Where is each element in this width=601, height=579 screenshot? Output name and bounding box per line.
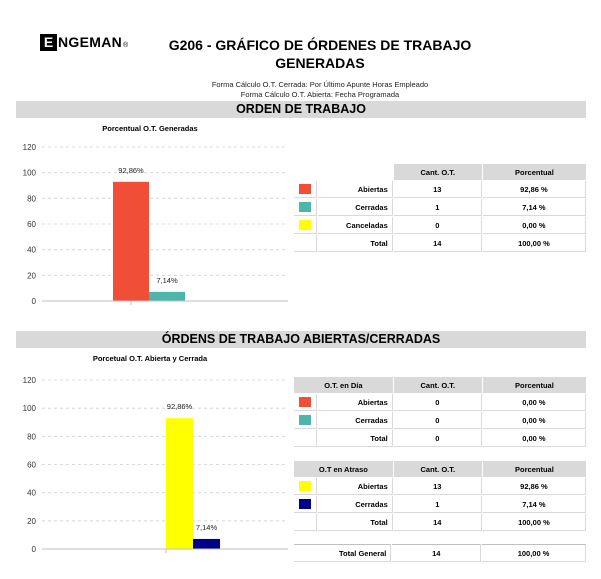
row-label: Abiertas xyxy=(318,181,393,198)
table-row xyxy=(294,181,586,198)
total-pct: 0,00 % xyxy=(483,430,586,447)
bar xyxy=(113,182,149,301)
page-title-line1: G206 - GRÁFICO DE ÓRDENES DE TRABAJO xyxy=(168,37,472,53)
row-label: Cerradas xyxy=(318,199,393,216)
total-label: Total xyxy=(318,514,393,531)
y-tick-label: 60 xyxy=(27,460,36,470)
logo-e-box: E xyxy=(40,34,57,51)
bar xyxy=(166,418,193,549)
total-label: Total xyxy=(318,235,393,252)
table-row xyxy=(294,478,586,495)
table-row xyxy=(294,217,586,234)
row-count: 0 xyxy=(394,394,482,411)
engeman-logo xyxy=(40,33,130,51)
chart1-title: Porcentual O.T. Generadas xyxy=(102,124,198,133)
section-abiertas-cerradas-header: ÓRDENS DE TRABAJO ABIERTAS/CERRADAS xyxy=(16,331,586,348)
table-total-general xyxy=(293,543,587,563)
row-pct: 0,00 % xyxy=(483,394,586,411)
data-label: 7,14% xyxy=(195,522,218,532)
table2-header-pct: Porcentual xyxy=(483,377,586,393)
total-count: 14 xyxy=(394,514,482,531)
y-tick-label: 80 xyxy=(27,194,36,204)
row-count: 0 xyxy=(394,217,482,234)
chart1-plot xyxy=(16,138,296,314)
row-label: Abiertas xyxy=(318,478,393,495)
data-label: 7,14% xyxy=(156,275,178,285)
grand-total-label: Total General xyxy=(294,544,391,562)
data-label: 92,86% xyxy=(166,402,193,412)
row-count: 13 xyxy=(394,181,482,198)
table-row xyxy=(294,199,586,216)
legend-swatch xyxy=(299,184,311,194)
chart2-title: Porcetual O.T. Abierta y Cerrada xyxy=(92,354,208,363)
bar xyxy=(193,539,220,549)
y-tick-label: 100 xyxy=(22,168,36,178)
row-pct: 92,86 % xyxy=(483,478,586,495)
table3-header-pct: Porcentual xyxy=(483,461,586,477)
table-row xyxy=(294,394,586,411)
legend-swatch xyxy=(299,415,311,425)
formula-open: Forma Cálculo O.T. Abierta: Fecha Programada xyxy=(240,90,400,99)
table-ot-en-atraso xyxy=(293,460,587,532)
y-tick-label: 120 xyxy=(22,376,36,385)
table2-header-label: O.T. en Día xyxy=(294,377,393,393)
row-pct: 0,00 % xyxy=(483,412,586,429)
legend-swatch xyxy=(299,499,311,509)
y-tick-label: 40 xyxy=(27,488,36,498)
total-count: 0 xyxy=(394,430,482,447)
table2-header-count: Cant. O.T. xyxy=(394,377,482,393)
grand-total-count: 14 xyxy=(392,544,481,562)
table3-header-count: Cant. O.T. xyxy=(394,461,482,477)
row-count: 1 xyxy=(394,199,482,216)
y-tick-label: 20 xyxy=(27,516,36,526)
page-title xyxy=(150,36,490,72)
row-label: Canceladas xyxy=(318,217,393,234)
table-total-row xyxy=(294,514,586,531)
total-pct: 100,00 % xyxy=(483,514,586,531)
y-tick-label: 60 xyxy=(27,220,36,229)
total-count: 14 xyxy=(394,235,482,252)
logo-text: NGEMAN xyxy=(58,34,123,50)
data-label: 92,86% xyxy=(118,165,144,175)
table1-header-pct: Porcentual xyxy=(483,164,586,180)
table-row xyxy=(294,496,586,513)
total-label: Total xyxy=(318,430,393,447)
row-pct: 0,00 % xyxy=(483,217,586,234)
total-pct: 100,00 % xyxy=(483,235,586,252)
y-tick-label: 100 xyxy=(22,404,36,414)
row-pct: 7,14 % xyxy=(483,496,586,513)
section-orden-trabajo-header: ORDEN DE TRABAJO xyxy=(16,101,586,118)
chart2-plot xyxy=(16,372,296,558)
y-tick-label: 0 xyxy=(31,297,36,306)
y-tick-label: 80 xyxy=(27,432,36,442)
y-tick-label: 20 xyxy=(27,271,36,281)
grand-total-row xyxy=(294,544,586,562)
row-label: Cerradas xyxy=(318,496,393,513)
row-count: 1 xyxy=(394,496,482,513)
bar xyxy=(149,292,185,301)
legend-swatch xyxy=(299,202,311,212)
legend-swatch xyxy=(299,397,311,407)
y-tick-label: 40 xyxy=(27,245,36,255)
row-label: Cerradas xyxy=(318,412,393,429)
logo-registered: ® xyxy=(123,41,129,49)
page-title-line2: GENERADAS xyxy=(275,55,365,71)
y-tick-label: 0 xyxy=(31,545,36,554)
row-pct: 7,14 % xyxy=(483,199,586,216)
formula-closed: Forma Cálculo O.T. Cerrada: Por Último Apunte Horas Empleado xyxy=(211,80,429,89)
grand-total-pct: 100,00 % xyxy=(482,544,586,562)
row-count: 0 xyxy=(394,412,482,429)
y-tick-label: 120 xyxy=(22,143,36,152)
table3-header-label: O.T en Atraso xyxy=(294,461,393,477)
row-label: Abiertas xyxy=(318,394,393,411)
row-count: 13 xyxy=(394,478,482,495)
table-orden-trabajo xyxy=(293,163,587,253)
table-total-row xyxy=(294,430,586,447)
table1-corner xyxy=(294,164,393,180)
table-total-row xyxy=(294,235,586,252)
legend-swatch xyxy=(299,220,311,230)
table-row xyxy=(294,412,586,429)
row-pct: 92,86 % xyxy=(483,181,586,198)
table-ot-en-dia xyxy=(293,376,587,448)
table1-header-count: Cant. O.T. xyxy=(394,164,482,180)
legend-swatch xyxy=(299,481,311,491)
